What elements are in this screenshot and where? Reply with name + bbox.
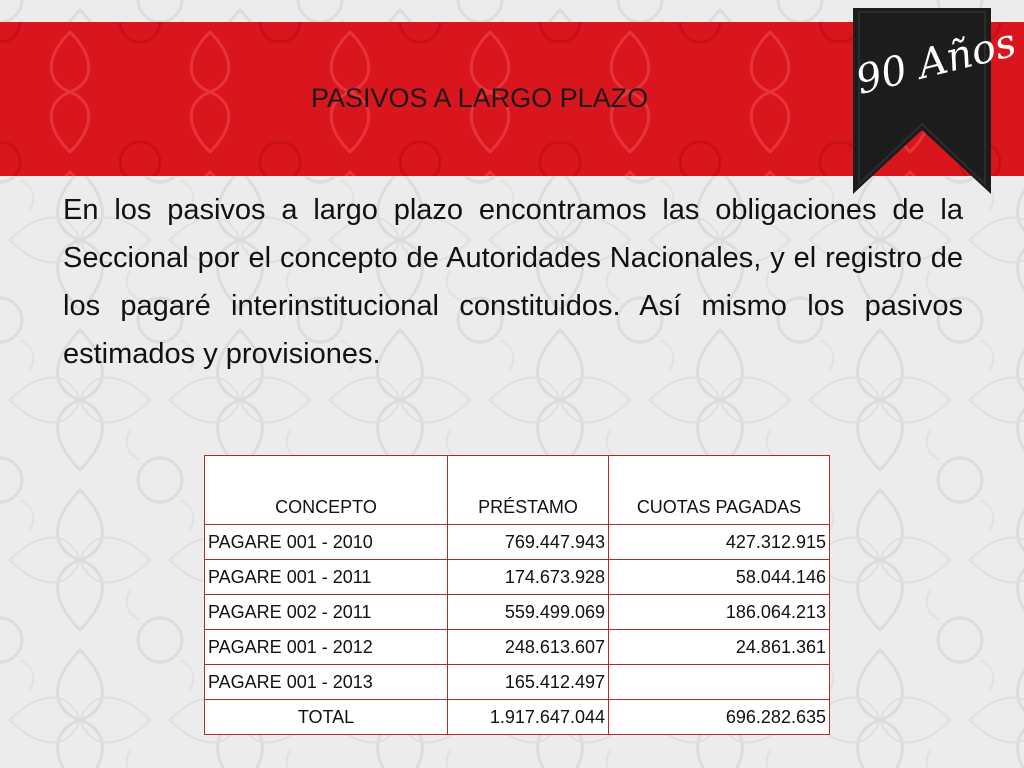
cell-cuotas: 24.861.361: [609, 630, 830, 665]
cell-prestamo: 174.673.928: [448, 560, 609, 595]
cell-total-label: TOTAL: [205, 700, 448, 735]
header-prestamo: PRÉSTAMO: [448, 456, 609, 525]
body-paragraph: En los pasivos a largo plazo encontramos las obligaciones de la Seccional por el concepto de Autoridades Nacionales, y el registro de los pagaré interinstitucional constituidos. Así mismo los pasivos estimados y provisiones.: [63, 194, 963, 370]
table-row: [205, 630, 830, 665]
slide-title: PASIVOS A LARGO PLAZO: [311, 83, 649, 113]
cell-total-cuotas: 696.282.635: [609, 700, 830, 735]
cell-cuotas: 186.064.213: [609, 595, 830, 630]
header-concepto: CONCEPTO: [205, 456, 448, 525]
cell-prestamo: 165.412.497: [448, 665, 609, 700]
cell-concepto: PAGARE 001 - 2011: [205, 560, 448, 595]
anniversary-ribbon-badge: [849, 8, 1021, 194]
cell-concepto: PAGARE 002 - 2011: [205, 595, 448, 630]
table-total-row: [205, 700, 830, 735]
header-cuotas-pagadas: CUOTAS PAGADAS: [609, 456, 830, 525]
cell-cuotas: [609, 665, 830, 700]
cell-total-prestamo: 1.917.647.044: [448, 700, 609, 735]
cell-cuotas: 58.044.146: [609, 560, 830, 595]
cell-prestamo: 248.613.607: [448, 630, 609, 665]
cell-prestamo: 559.499.069: [448, 595, 609, 630]
cell-cuotas: 427.312.915: [609, 525, 830, 560]
table-row: [205, 595, 830, 630]
cell-prestamo: 769.447.943: [448, 525, 609, 560]
cell-concepto: PAGARE 001 - 2010: [205, 525, 448, 560]
liabilities-table: [204, 455, 830, 735]
ribbon-badge-text: 90 Años: [851, 19, 1021, 104]
table-row: [205, 525, 830, 560]
table-row: [205, 665, 830, 700]
table-header-row: [205, 456, 830, 525]
liabilities-table-container: [204, 455, 830, 735]
cell-concepto: PAGARE 001 - 2012: [205, 630, 448, 665]
cell-concepto: PAGARE 001 - 2013: [205, 665, 448, 700]
table-row: [205, 560, 830, 595]
